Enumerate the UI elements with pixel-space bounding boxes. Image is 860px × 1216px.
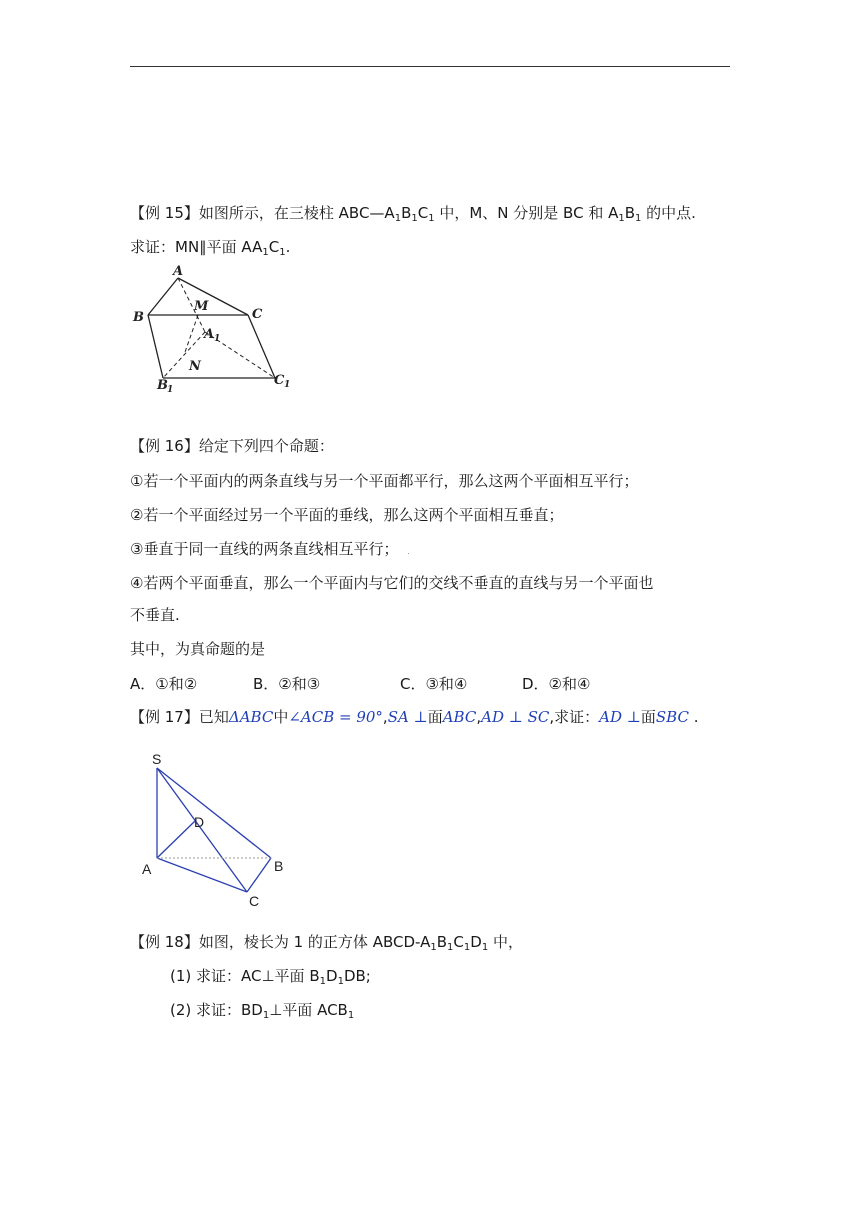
math: ΔABC — [228, 708, 274, 726]
ex18-text: 中， — [488, 933, 523, 951]
ex18-text: D — [326, 967, 338, 985]
label-B: B — [133, 310, 144, 325]
label-sub1: 1 — [284, 380, 291, 390]
edge-SC — [157, 768, 247, 892]
label-C: C — [252, 307, 263, 322]
sub: 1 — [430, 942, 437, 953]
segment-MN — [184, 315, 198, 355]
ex16-question: 其中，为真命题的是 — [130, 640, 266, 658]
math: ABC — [442, 708, 477, 726]
sub: 1 — [319, 976, 326, 987]
ex17-label: 【例 17】已知 — [130, 708, 229, 726]
label-sub1: 1 — [214, 334, 221, 344]
math: SA ⊥ — [387, 708, 428, 726]
option-a: A．①和② — [130, 675, 198, 693]
edge-AB — [148, 278, 178, 315]
sub: 1 — [394, 213, 402, 224]
option-d: D．②和④ — [522, 675, 591, 693]
stray-mark: . — [407, 547, 410, 556]
ex15-text: . — [285, 238, 291, 256]
edge-AC — [157, 858, 247, 892]
ex18-text: D — [470, 933, 482, 951]
ex15-text: 求证：MN∥平面 AA — [130, 238, 263, 256]
ex15-text: C — [417, 204, 429, 222]
edge-CC1 — [248, 315, 275, 378]
ex18-text: (2) 求证：BD — [170, 1001, 263, 1019]
ex18-q2 — [170, 1000, 354, 1026]
edge-BB1 — [148, 315, 163, 378]
label-sub1: 1 — [167, 385, 174, 395]
ex18-text: (1) 求证：AC⊥平面 B — [170, 967, 320, 985]
ex18-text: DB; — [343, 967, 371, 985]
sub: 1 — [279, 247, 286, 258]
ex15-text: 中，M、N 分别是 BC 和 A — [434, 204, 619, 222]
label-B: B — [274, 858, 284, 874]
ex18-text: B — [436, 933, 448, 951]
header-rule — [130, 66, 730, 67]
label-D: D — [194, 814, 205, 830]
ex18-text: C — [453, 933, 464, 951]
label-B1: B — [157, 378, 168, 393]
ex17-text: . — [688, 708, 699, 726]
prism-figure — [128, 260, 303, 395]
sub: 1 — [618, 213, 625, 224]
ex18-q1 — [170, 966, 371, 992]
label-A: A — [173, 264, 184, 279]
sub: 1 — [447, 942, 454, 953]
edge-CB — [247, 858, 271, 892]
ex16-prop3-text: ③垂直于同一直线的两条直线相互平行； — [130, 540, 399, 558]
ex17-text: 面 — [427, 708, 443, 726]
sub: 1 — [481, 942, 489, 953]
ex15-text: B — [624, 204, 636, 222]
pyramid-figure — [135, 748, 295, 913]
segment-AD — [157, 821, 195, 858]
ex17-text: , — [476, 708, 482, 726]
ex15-label: 例 15 — [145, 204, 184, 222]
math: AD ⊥ — [599, 708, 641, 726]
ex15-line1 — [130, 203, 696, 229]
math: ∠ACB = 90° — [288, 708, 383, 726]
ex15-text: 的中点. — [641, 204, 696, 222]
math: SBC — [655, 708, 689, 726]
ex15-text: 如图所示，在三棱柱 ABC—A — [198, 204, 395, 222]
label-N: N — [189, 359, 201, 374]
ex16-prop3 — [130, 539, 410, 562]
sub: 1 — [411, 213, 418, 224]
sub: 1 — [635, 213, 642, 224]
edge-SB — [157, 768, 271, 858]
label-A1: A — [204, 327, 215, 342]
label-A: A — [142, 861, 152, 877]
ex18-text: ⊥平面 ACB — [269, 1001, 348, 1019]
sub: 1 — [428, 213, 435, 224]
ex16-prop4a: ④若两个平面垂直，那么一个平面内与它们的交线不垂直的直线与另一个平面也 — [130, 574, 654, 592]
math: AD ⊥ SC — [481, 708, 550, 726]
label-C: C — [249, 893, 260, 909]
ex16-prop4b: 不垂直. — [130, 606, 180, 624]
ex16-prop2: ②若一个平面经过另一个平面的垂线，那么这两个平面相互垂直； — [130, 506, 564, 524]
option-b: B．②和③ — [253, 675, 321, 693]
sub: 1 — [262, 1010, 270, 1021]
ex15-bracket-open: 【 — [130, 204, 146, 222]
ex17-text: , — [382, 708, 388, 726]
sub: 1 — [347, 1010, 355, 1021]
ex18-text: 【例 18】如图，棱长为 1 的正方体 ABCD-A — [130, 933, 431, 951]
ex17-text: 面 — [640, 708, 656, 726]
sub: 1 — [262, 247, 269, 258]
ex18-header — [130, 932, 523, 958]
label-M: M — [194, 299, 209, 314]
sub: 1 — [463, 942, 471, 953]
ex15-text: B — [401, 204, 412, 222]
edge-AC — [178, 278, 248, 315]
ex16-prop1: ①若一个平面内的两条直线与另一个平面都平行，那么这两个平面相互平行； — [130, 472, 639, 490]
ex17-text: 中 — [273, 708, 289, 726]
label-C1: C — [274, 373, 285, 388]
option-c: C．③和④ — [400, 675, 468, 693]
label-S: S — [152, 751, 162, 767]
ex15-text: C — [268, 238, 280, 256]
ex17-line — [130, 707, 699, 727]
ex16-header: 【例 16】给定下列四个命题： — [130, 437, 334, 455]
sub: 1 — [337, 976, 344, 987]
ex15-bracket-close: 】 — [183, 204, 199, 222]
ex17-text: ,求证： — [549, 708, 600, 726]
